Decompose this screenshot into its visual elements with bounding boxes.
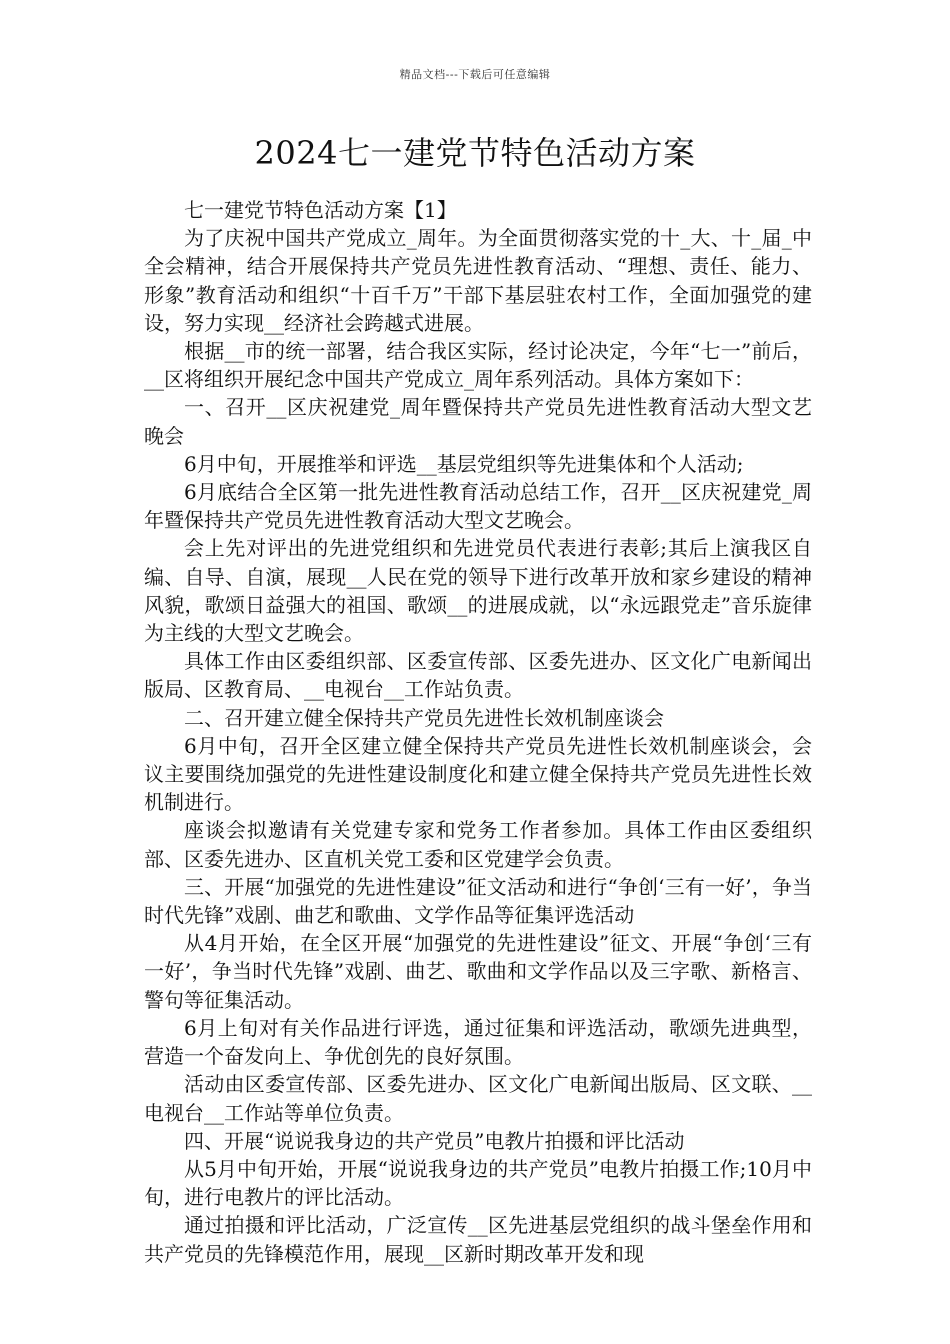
body-paragraph: 通过拍摄和评比活动，广泛宣传__区先进基层党组织的战斗堡垒作用和共产党员的先锋模范作用，展现__区新时期改革开发和现 bbox=[144, 1213, 812, 1266]
item-heading: 四、开展“说说我身边的共产党员”电教片拍摄和评比活动 bbox=[184, 1128, 685, 1153]
body-paragraph: 6月底结合全区第一批先进性教育活动总结工作，召开__区庆祝建党_周年暨保持共产党员先进性教育活动大型文艺晚会。 bbox=[144, 480, 812, 533]
body-paragraph: 6月上旬对有关作品进行评选，通过征集和评选活动，歌颂先进典型，营造一个奋发向上、争优创先的良好氛围。 bbox=[144, 1015, 812, 1069]
body-paragraph: 根据__市的统一部署，结合我区实际，经讨论决定，今年“七一”前后，__区将组织开展纪念中国共产党成立_周年系列活动。具体方案如下： bbox=[144, 339, 812, 392]
body-paragraph: 活动由区委宣传部、区委先进办、区文化广电新闻出版局、区文联、__电视台__工作站等单位负责。 bbox=[144, 1072, 812, 1125]
item-heading: 三、开展“加强党的先进性建设”征文活动和进行“争创‘三有一好’，争当时代先锋”戏剧、曲艺和歌曲、文学作品等征集评选活动 bbox=[144, 874, 812, 928]
body-paragraph: 座谈会拟邀请有关党建专家和党务工作者参加。具体工作由区委组织部、区委先进办、区直机关党工委和区党建学会负责。 bbox=[144, 818, 812, 871]
body-paragraph: 为了庆祝中国共产党成立_周年。为全面贯彻落实党的十_大、十_届_中全会精神，结合开展保持共产党员先进性教育活动、“理想、责任、能力、形象”教育活动和组织“十百千万”干部下基层驻农村工作，全面加强党的建设，努力实现__经济社会跨越式进展。 bbox=[144, 226, 812, 335]
document-title: 2024七一建党节特色活动方案 bbox=[254, 134, 696, 172]
body-paragraph: 6月中旬，召开全区建立健全保持共产党员先进性长效机制座谈会，会议主要围绕加强党的先进性建设制度化和建立健全保持共产党员先进性长效机制进行。 bbox=[144, 733, 812, 815]
document-body bbox=[144, 196, 812, 1268]
item-heading: 二、召开建立健全保持共产党员先进性长效机制座谈会 bbox=[184, 705, 664, 730]
body-paragraph: 6月中旬，开展推举和评选__基层党组织等先进集体和个人活动; bbox=[184, 451, 744, 476]
body-paragraph: 会上先对评出的先进党组织和先进党员代表进行表彰;其后上演我区自编、自导、自演，展现__人民在党的领导下进行改革开放和家乡建设的精神风貌，歌颂日益强大的祖国、歌颂__的进展成就，以“永远跟党走”音乐旋律为主线的大型文艺晚会。 bbox=[144, 536, 812, 646]
body-paragraph: 从5月中旬开始，开展“说说我身边的共产党员”电教片拍摄工作;10月中旬，进行电教片的评比活动。 bbox=[144, 1156, 812, 1210]
body-paragraph: 具体工作由区委组织部、区委宣传部、区委先进办、区文化广电新闻出版局、区教育局、__电视台__工作站负责。 bbox=[144, 649, 812, 702]
item-heading: 一、召开__区庆祝建党_周年暨保持共产党员先进性教育活动大型文艺晚会 bbox=[144, 395, 812, 448]
body-paragraph: 从4月开始，在全区开展“加强党的先进性建设”征文、开展“争创‘三有一好’，争当时代先锋”戏剧、曲艺、歌曲和文学作品以及三字歌、新格言、警句等征集活动。 bbox=[144, 931, 812, 1012]
page-header-note: 精品文档---下载后可任意编辑 bbox=[399, 68, 551, 81]
section-heading: 七一建党节特色活动方案【1】 bbox=[184, 198, 457, 222]
